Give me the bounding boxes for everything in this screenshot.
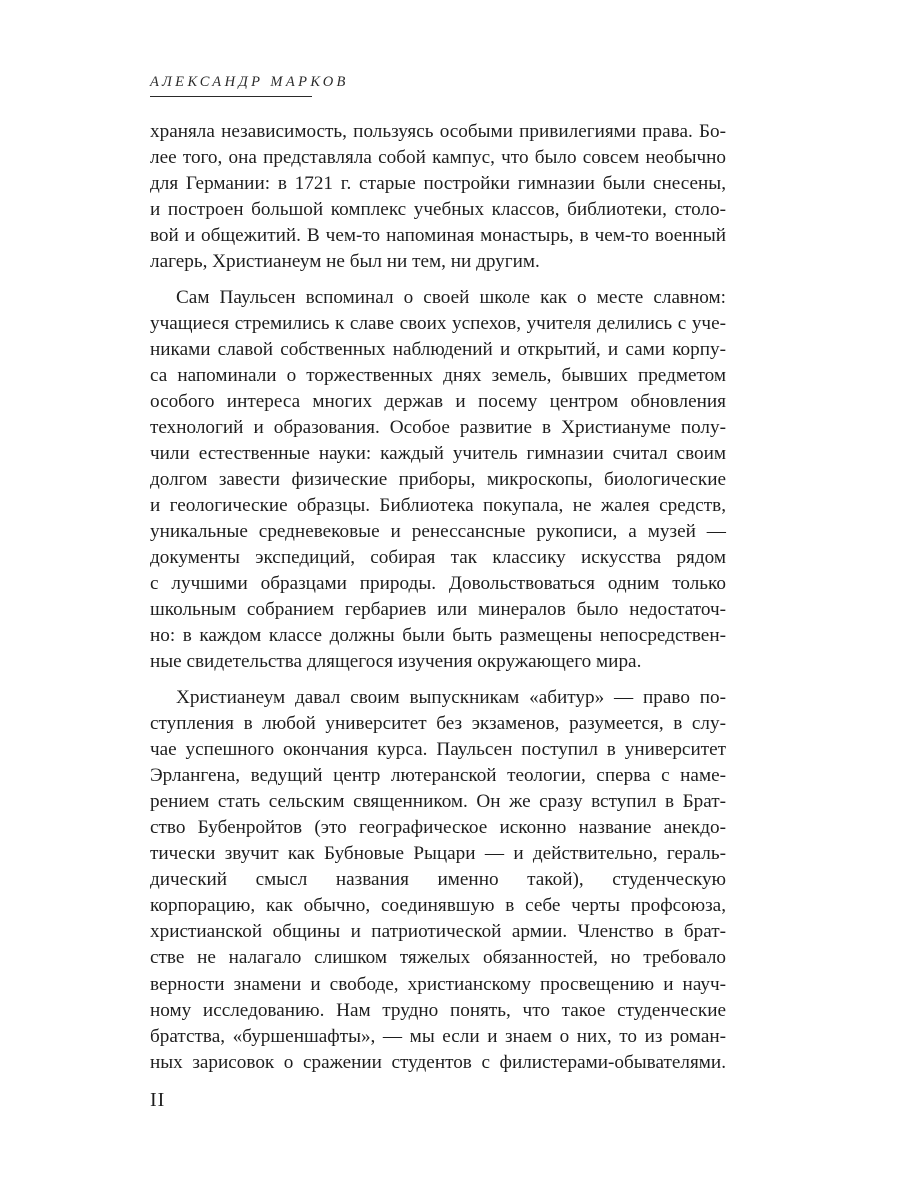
text-line: лее того, она представляла собой кампус, что было совсем необычно bbox=[150, 147, 726, 169]
text-line: для Германии: в 1721 г. старые постройки гимназии были снесены, bbox=[150, 173, 726, 195]
text-line: школьным собранием гербариев или минералов было недостаточ- bbox=[150, 599, 726, 621]
text-line: Эрлангена, ведущий центр лютеранской теологии, сперва с наме- bbox=[150, 765, 726, 787]
text-line: верности знамени и свободе, христианскому просвещению и науч- bbox=[150, 973, 726, 995]
text-line: особого интереса многих держав и посему центром обновления bbox=[150, 390, 726, 412]
text-line: дический смысл названия именно такой), студенческую bbox=[150, 869, 726, 891]
text-line: и геологические образцы. Библиотека покупала, не жалея средств, bbox=[150, 495, 726, 517]
text-line: ство Бубенройтов (это географическое исконно название анекдо- bbox=[150, 817, 726, 839]
text-line: Сам Паульсен вспоминал о своей школе как о месте славном: bbox=[176, 286, 726, 308]
text-line: вой и общежитий. В чем-то напоминая монастырь, в чем-то военный bbox=[150, 225, 726, 247]
text-line: христианской общины и патриотической армии. Членство в брат- bbox=[150, 921, 726, 943]
text-line: храняла независимость, пользуясь особыми привилегиями права. Бо- bbox=[150, 121, 726, 142]
text-line: стве не налагало слишком тяжелых обязанностей, но требовало bbox=[150, 947, 726, 969]
text-line: уникальные средневековые и ренессансные рукописи, а музей — bbox=[150, 521, 726, 543]
text-line: ных зарисовок о сражении студентов с филистерами-обывателями. bbox=[150, 1051, 726, 1073]
text-line: документы экспедиций, собирая так классику искусства рядом bbox=[150, 547, 726, 569]
running-head-rule bbox=[150, 96, 312, 97]
text-line: са напоминали о торжественных днях земель, бывших предметом bbox=[150, 364, 726, 386]
text-line: тически звучит как Бубновые Рыцари — и действительно, гераль- bbox=[150, 843, 726, 865]
paragraph bbox=[150, 119, 726, 275]
text-line: технологий и образования. Особое развитие в Христиануме полу- bbox=[150, 417, 726, 439]
text-line: Христианеум давал своим выпускникам «абитур» — право по- bbox=[176, 686, 726, 708]
text-line: рением стать сельским священником. Он же сразу вступил в Брат- bbox=[150, 791, 726, 813]
text-line: с лучшими образцами природы. Довольствоваться одним только bbox=[150, 573, 726, 595]
page-number: II bbox=[150, 1089, 166, 1111]
text-line: братства, «буршеншафты», — мы если и знаем о них, то из роман- bbox=[150, 1025, 726, 1047]
text-line: ному исследованию. Нам трудно понять, что такое студенческие bbox=[150, 999, 726, 1021]
text-line: но: в каждом классе должны были быть размещены непосредствен- bbox=[150, 625, 726, 647]
text-line: долгом завести физические приборы, микроскопы, биологические bbox=[150, 469, 726, 491]
text-line: чае успешного окончания курса. Паульсен поступил в университет bbox=[150, 739, 726, 761]
text-line: ступления в любой университет без экзаменов, разумеется, в слу- bbox=[150, 713, 726, 735]
text-line: ные свидетельства длящегося изучения окружающего мира. bbox=[150, 651, 642, 673]
text-line: и построен большой комплекс учебных классов, библиотеки, столо- bbox=[150, 199, 726, 221]
text-line: корпорацию, как обычно, соединявшую в себе черты профсоюза, bbox=[150, 895, 726, 917]
paragraph bbox=[150, 285, 726, 676]
running-head-author: АЛЕКСАНДР МАРКОВ bbox=[150, 74, 349, 90]
text-line: лагерь, Христианеум не был ни тем, ни другим. bbox=[150, 251, 540, 273]
text-line: никами славой собственных наблюдений и открытий, и сами корпу- bbox=[150, 338, 726, 360]
paragraph bbox=[150, 685, 726, 1076]
text-line: учащиеся стремились к славе своих успехов, учителя делились с уче- bbox=[150, 312, 726, 334]
body-text bbox=[150, 119, 726, 1076]
text-line: чили естественные науки: каждый учитель гимназии считал своим bbox=[150, 443, 726, 465]
